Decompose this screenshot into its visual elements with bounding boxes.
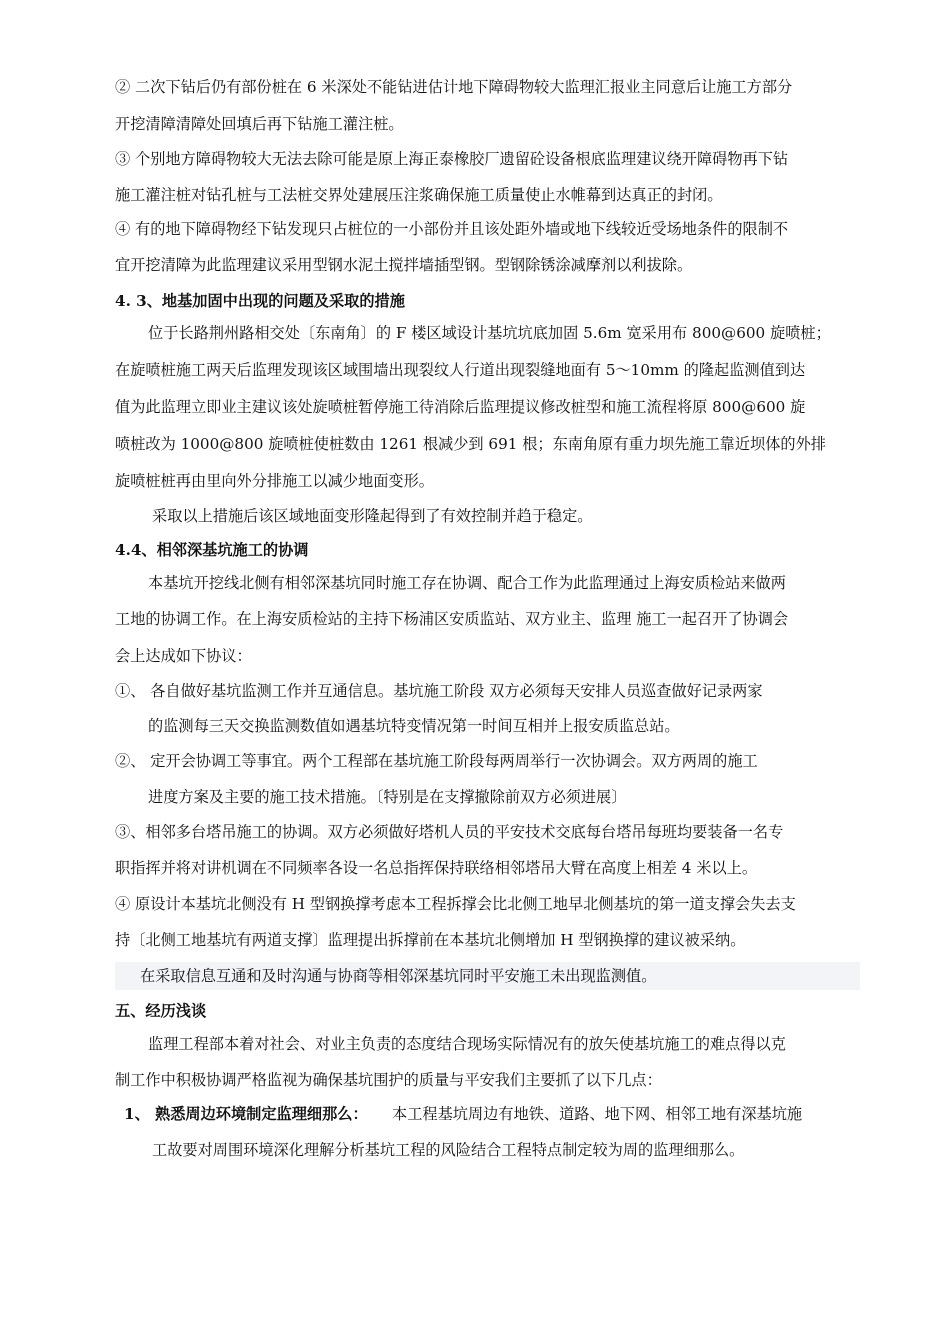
paragraph-line: 工地的协调工作。在上海安质检站的主持下杨浦区安质监站、双方业主、监理 施工一起召开了协调会 (115, 610, 789, 628)
section-heading: 五、经历浅谈 (115, 1002, 207, 1020)
paragraph-line: 旋喷桩桩再由里向外分排施工以减少地面变形。 (115, 472, 434, 490)
list-item-text: 本工程基坑周边有地铁、道路、地下网、相邻工地有深基坑施 (392, 1105, 803, 1123)
paragraph-line: 值为此监理立即业主建议该处旋喷桩暂停施工待消除后监理提议修改桩型和施工流程将原 800@600 旋 (115, 398, 806, 416)
paragraph-line: 喷桩改为 1000@800 旋喷桩使桩数由 1261 根减少到 691 根；东南角原有重力坝先施工靠近坝体的外排 (115, 435, 826, 453)
list-item-continuation: 工故要对周围环境深化理解分析基坑工程的风险结合工程特点制定较为周的监理细那么。 (152, 1141, 745, 1159)
section-heading: 4. 3、地基加固中出现的问题及采取的措施 (115, 292, 405, 310)
paragraph-line: 制工作中积极协调严格监视为确保基坑围护的质量与平安我们主要抓了以下几点： (115, 1071, 662, 1089)
paragraph-line: 宜开挖清障为此监理建议采用型钢水泥土搅拌墙插型钢。型钢除锈涂减摩剂以利拔除。 (115, 256, 693, 274)
list-item-continuation: 进度方案及主要的施工技术措施。〔特别是在支撑撤除前双方必须进展〕 (148, 788, 627, 806)
list-item-continuation: 的监测每三天交换监测数值如遇基坑特变情况第一时间互相并上报安质监总站。 (148, 717, 680, 735)
paragraph-line: ② 二次下钻后仍有部份桩在 6 米深处不能钻进估计地下障碍物较大监理汇报业主同意后让施工方部分 (115, 78, 793, 96)
section-heading: 4.4、相邻深基坑施工的协调 (115, 541, 309, 559)
paragraph-line: 持〔北侧工地基坑有两道支撑〕监理提出拆撑前在本基坑北侧增加 H 型钢换撑的建议被采纳。 (115, 931, 746, 949)
paragraph-line: 采取以上措施后该区域地面变形隆起得到了有效控制并趋于稳定。 (152, 507, 593, 525)
list-item-heading: 1、 熟悉周边环境制定监理细那么： (124, 1105, 368, 1123)
list-item: ①、 各自做好基坑监测工作并互通信息。基坑施工阶段 双方必须每天安排人员巡查做好记录两家 (115, 682, 763, 700)
paragraph-line: 本基坑开挖线北侧有相邻深基坑同时施工存在协调、配合工作为此监理通过上海安质检站来做两 (148, 574, 786, 592)
paragraph-line: 会上达成如下协议： (115, 647, 252, 665)
list-item: ②、 定开会协调工等事宜。两个工程部在基坑施工阶段每两周举行一次协调会。双方两周的施工 (115, 752, 758, 770)
list-item: ④ 原设计本基坑北侧没有 H 型钢换撑考虑本工程拆撑会比北侧工地早北侧基坑的第一道支撑会失去支 (115, 895, 796, 913)
paragraph-line: 开挖清障清障处回填后再下钻施工灌注桩。 (115, 115, 404, 133)
paragraph-line: 在旋喷桩施工两天后监理发现该区域围墙出现裂纹人行道出现裂缝地面有 5～10mm 的隆起监测值到达 (115, 361, 806, 379)
paragraph-line: 施工灌注桩对钻孔桩与工法桩交界处建展压注浆确保施工质量使止水帷幕到达真正的封闭。 (115, 186, 723, 204)
list-item: ③、相邻多台塔吊施工的协调。双方必须做好塔机人员的平安技术交底每台塔吊每班均要装备一名专 (115, 823, 784, 841)
paragraph-line: 位于长路荆州路相交处〔东南角〕的 F 楼区域设计基坑坑底加固 5.6m 宽采用布 800@600 旋喷桩； (148, 324, 831, 342)
paragraph-line: 职指挥并将对讲机调在不同频率各设一名总指挥保持联络相邻塔吊大臂在高度上相差 4 米以上。 (115, 859, 758, 877)
highlighted-line: 在采取信息互通和及时沟通与协商等相邻深基坑同时平安施工未出现监测值。 (140, 967, 657, 985)
paragraph-line: ③ 个别地方障碍物较大无法去除可能是原上海正泰橡胶厂遗留砼设备根底监理建议绕开障碍物再下钻 (115, 150, 789, 168)
paragraph-line: 监理工程部本着对社会、对业主负责的态度结合现场实际情况有的放矢使基坑施工的难点得以克 (148, 1035, 786, 1053)
paragraph-line: ④ 有的地下障碍物经下钻发现只占桩位的一小部份并且该处距外墙或地下线较近受场地条件的限制不 (115, 220, 789, 238)
